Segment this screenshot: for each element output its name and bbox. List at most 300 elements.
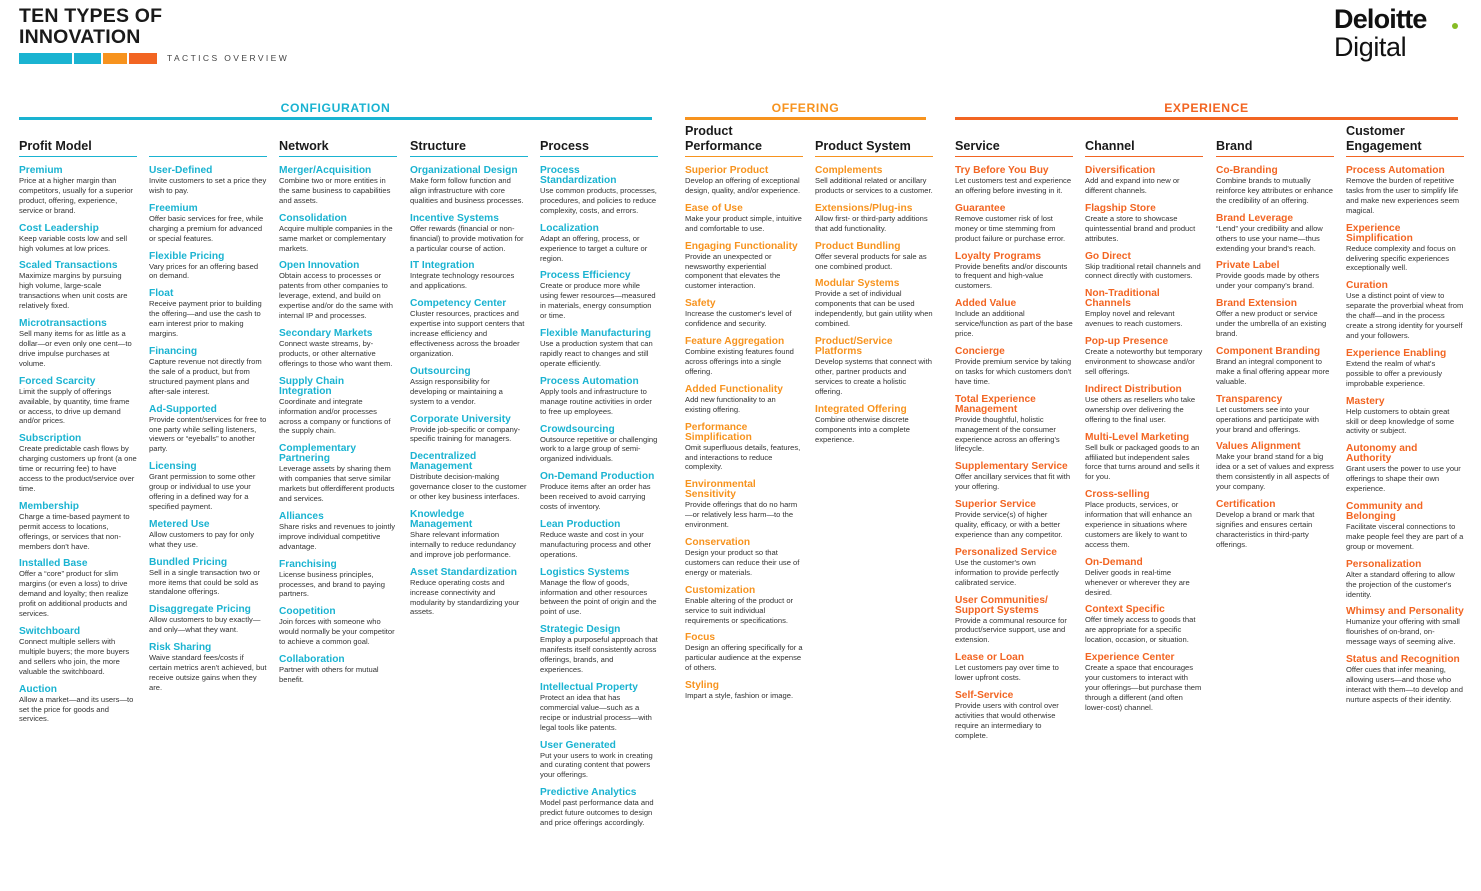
tactic-item xyxy=(279,560,397,600)
tactic-list xyxy=(1085,166,1203,713)
tactic-item xyxy=(149,405,267,455)
tactic-name: Ad-Supported xyxy=(149,403,217,415)
column-profit-model-continued xyxy=(149,124,267,701)
tactic-item xyxy=(540,425,658,465)
tactic-description: Create predictable cash flows by charging customers up front (a one time or recurring fee) to have access to the product/service over time. xyxy=(19,444,137,493)
tactic-name: Customization xyxy=(685,584,756,596)
tactic-name: Safety xyxy=(685,298,716,310)
tactic-description: Create a space that encourages your customers to interact with your offerings—but purchase them through a different (and often lower-cost) channel. xyxy=(1085,663,1202,712)
tactic-description: Provide a communal resource for product/service support, use and extension. xyxy=(955,615,1067,645)
tactic-description: Develop a brand or mark that signifies and ensures certain characteristics in third-party offerings. xyxy=(1216,510,1315,549)
tactic-description: Skip traditional retail channels and connect directly with customers. xyxy=(1085,261,1201,281)
tactic-name: Private Label xyxy=(1216,260,1280,272)
tactic-name: Merger/Acquisition xyxy=(279,165,372,176)
tactic-item xyxy=(685,385,803,415)
tactic-name: Added Value xyxy=(955,298,1017,310)
tactic-description: Combine existing features found across offerings into a single offering. xyxy=(685,347,794,376)
tactic-item xyxy=(1216,261,1334,291)
tactic-description: Offer a “core” product for slim margins (or even a loss) to drive demand and loyalty; then realize profit on additional products and services. xyxy=(19,569,129,619)
tactic-name: Flexible Pricing xyxy=(149,250,225,262)
tactic-item xyxy=(685,586,803,626)
tactic-item xyxy=(1216,347,1334,387)
tactic-item xyxy=(685,633,803,673)
tactic-description: Sell in a single transaction two or more items that could be sold as standalone offerings. xyxy=(149,567,261,597)
tactic-description: Develop systems that connect with other, partner products and services to create a holistic offering. xyxy=(815,357,932,396)
tactic-name: Process Automation xyxy=(1346,165,1445,176)
tactic-list xyxy=(149,166,267,693)
tactic-name: Secondary Markets xyxy=(279,327,373,339)
tactic-name: Brand Leverage xyxy=(1216,212,1294,224)
tactic-name: Logistics Systems xyxy=(540,566,630,578)
tactic-description: Connect waste streams, by-products, or other alternative offerings to those who want them. xyxy=(279,338,393,368)
tactic-item xyxy=(955,204,1073,244)
tactic-name: Conservation xyxy=(685,537,751,549)
tactic-item xyxy=(955,500,1073,540)
tactic-name: Integrated Offering xyxy=(815,403,907,415)
page-title: TEN TYPES OF INNOVATION xyxy=(19,5,163,48)
tactic-description: Add new functionality to an existing offering. xyxy=(685,394,776,414)
tactic-name: Bundled Pricing xyxy=(149,556,228,568)
tactic-name: Experience Simplification xyxy=(1346,222,1413,244)
tactic-name: Organizational Design xyxy=(410,165,518,176)
tactic-list xyxy=(410,166,528,617)
column-process xyxy=(540,124,658,836)
tactic-item xyxy=(540,788,658,828)
tactic-name: Experience Enabling xyxy=(1346,347,1447,359)
tactic-item xyxy=(19,502,137,552)
tactic-description: Humanize your offering with small flourishes of on-brand, on-message ways of seeming alive. xyxy=(1346,617,1460,647)
tactic-name: Status and Recognition xyxy=(1346,654,1460,666)
tactic-description: Adapt an offering, process, or experience to target a culture or region. xyxy=(540,233,648,263)
column-network xyxy=(279,124,397,693)
tactic-item xyxy=(540,224,658,264)
tactic-item xyxy=(955,462,1073,492)
tactic-name: Subscription xyxy=(19,433,82,445)
tactic-item xyxy=(19,261,137,311)
column-service xyxy=(955,124,1073,749)
column-header: Network xyxy=(279,124,397,157)
tactic-description: Use a distinct point of view to separate the proverbial wheat from the chaff—and in the process create a strong identity for yourself and your followers. xyxy=(1346,291,1464,340)
tactic-description: Acquire multiple companies in the same market or complementary markets. xyxy=(279,223,393,253)
tactic-name: Float xyxy=(149,288,174,300)
tactic-description: Make form follow function and align infrastructure with core qualities and business processes. xyxy=(410,176,524,205)
tactic-name: Metered Use xyxy=(149,518,210,530)
tactic-item xyxy=(410,452,528,502)
tactic-item xyxy=(279,166,397,206)
tactic-name: Franchising xyxy=(279,558,337,570)
tactic-name: Open Innovation xyxy=(279,260,360,272)
tactic-description: Sell bulk or packaged goods to an affiliated but independent sales force that turns around and sells it for you. xyxy=(1085,442,1200,482)
tactic-description: Extend the realm of what's possible to offer a previously improbable experience. xyxy=(1346,358,1443,388)
tactic-description: Let customers test and experience an offering before investing in it. xyxy=(955,176,1072,195)
tactic-name: Flexible Manufacturing xyxy=(540,328,651,340)
tactic-item xyxy=(1085,166,1203,196)
tactic-description: Make your brand stand for a big idea or a set of values and express them consistently in all aspects of your company. xyxy=(1216,452,1334,492)
tactic-name: User-Defined xyxy=(149,165,213,176)
logo-dot-icon xyxy=(1452,23,1458,29)
tactic-item xyxy=(19,377,137,427)
tactic-name: Auction xyxy=(19,683,57,695)
tactic-item xyxy=(410,510,528,560)
tactic-item xyxy=(540,166,658,216)
tactic-item xyxy=(1346,444,1464,494)
tactic-name: Cross-selling xyxy=(1085,489,1150,501)
tactic-description: Model past performance data and predict future outcomes to design and price offerings accordingly. xyxy=(540,798,654,828)
tactic-name: Community and Belonging xyxy=(1346,501,1423,523)
tactic-item xyxy=(1346,607,1464,647)
logo-sub: Digital xyxy=(1334,32,1407,62)
tactic-item xyxy=(279,214,397,254)
tactic-name: Switchboard xyxy=(19,626,81,637)
tactic-description: Obtain access to processes or patents from other companies to leverage, extend, and build on expertise and/or do the same with internal IP and processes. xyxy=(279,271,393,321)
tactic-name: Process Automation xyxy=(540,375,639,387)
tactic-name: Outsourcing xyxy=(410,365,471,377)
column-header: Brand xyxy=(1216,124,1334,157)
tactic-item xyxy=(279,607,397,647)
column-channel xyxy=(1085,124,1203,721)
tactic-item xyxy=(685,242,803,292)
tactic-description: Provide goods made by others under your company's brand. xyxy=(1216,271,1319,291)
tactic-item xyxy=(410,299,528,359)
tactic-item xyxy=(815,166,933,196)
tactic-list xyxy=(685,166,803,701)
tactic-list xyxy=(19,166,137,724)
tactic-item xyxy=(149,252,267,282)
tactic-item xyxy=(1346,397,1464,437)
category-line xyxy=(685,117,926,120)
tactic-name: Self-Service xyxy=(955,690,1014,702)
category-line xyxy=(955,117,1458,120)
tactic-description: Apply tools and infrastructure to manage routine activities in order to free up employees. xyxy=(540,386,652,416)
tactic-item xyxy=(279,512,397,552)
tactic-description: Omit superfluous details, features, and interactions to reduce complexity. xyxy=(685,442,801,472)
tactic-item xyxy=(1085,490,1203,550)
tactic-name: Risk Sharing xyxy=(149,642,212,654)
tactic-list xyxy=(955,166,1073,741)
tactic-item xyxy=(815,242,933,272)
tactic-description: Impart a style, fashion or image. xyxy=(685,691,794,701)
tactic-item xyxy=(955,166,1073,196)
tactic-name: Concierge xyxy=(955,345,1005,357)
tactic-item xyxy=(19,559,137,619)
tactic-description: Provide premium service by taking on tasks for which customers don't have time. xyxy=(955,356,1072,386)
tactic-item xyxy=(279,377,397,437)
tactic-description: Offer several products for sale as one combined product. xyxy=(815,251,927,271)
tactic-name: Diversification xyxy=(1085,165,1156,176)
tactic-description: Protect an idea that has commercial value—such as a recipe or industrial process—with legal tools like patents. xyxy=(540,692,652,732)
tactic-description: Maximize margins by pursuing high volume, large-scale transactions when unit costs are relatively fixed. xyxy=(19,271,128,311)
tactic-description: Outsource repetitive or challenging work to a large group of semi-organized individuals. xyxy=(540,434,658,464)
tactic-description: Provide users with control over activities that would otherwise require an intermediary to complete. xyxy=(955,701,1059,740)
tactic-item xyxy=(410,415,528,445)
tactic-description: Offer cues that infer meaning, allowing users—and those who interact with them—to develop and nurture aspects of their identity. xyxy=(1346,665,1463,704)
tactic-description: Create a store to showcase quintessential brand and product attributes. xyxy=(1085,213,1196,243)
tactic-name: Corporate University xyxy=(410,413,511,425)
tactic-item xyxy=(540,683,658,733)
tactic-item xyxy=(1346,560,1464,600)
tactic-item xyxy=(685,166,803,196)
tactic-name: User Generated xyxy=(540,739,616,751)
tactic-description: Join forces with someone who would normally be your competitor to achieve a common goal. xyxy=(279,617,395,647)
tactic-name: Indirect Distribution xyxy=(1085,383,1182,395)
tactic-name: Ease of Use xyxy=(685,202,743,214)
tactic-name: Premium xyxy=(19,165,63,176)
category-label: OFFERING xyxy=(771,101,840,115)
tactic-name: Experience Center xyxy=(1085,652,1175,664)
tactic-item xyxy=(815,279,933,329)
tactic-name: Intellectual Property xyxy=(540,681,638,693)
tactic-name: Cost Leadership xyxy=(19,222,99,234)
tactic-description: Share risks and revenues to jointly improve individual competitive advantage. xyxy=(279,521,396,551)
tactic-item xyxy=(685,423,803,473)
tactic-item xyxy=(1085,433,1203,483)
tactic-description: Combine two or more entities in the same business to capabilities and assets. xyxy=(279,176,391,205)
tactic-name: Installed Base xyxy=(19,558,88,570)
tactic-description: Facilitate visceral connections to make people feel they are part of a group or movement. xyxy=(1346,522,1464,551)
tactic-item xyxy=(540,329,658,369)
tactic-item xyxy=(19,434,137,494)
tactic-item xyxy=(279,329,397,369)
tactic-name: Transparency xyxy=(1216,393,1283,405)
tactic-description: Allow customers to pay for only what they use. xyxy=(149,529,255,549)
tactic-item xyxy=(955,548,1073,588)
tactic-name: Competency Center xyxy=(410,298,507,310)
tactic-name: Supply Chain Integration xyxy=(279,375,345,397)
tactic-item xyxy=(149,462,267,512)
tactic-item xyxy=(955,347,1073,387)
tactic-description: Receive payment prior to building the offering—and use the cash to earn interest prior to making margins. xyxy=(149,299,262,339)
tactic-item xyxy=(1346,349,1464,389)
tactic-name: Go Direct xyxy=(1085,250,1131,262)
tactic-item xyxy=(955,299,1073,339)
tactic-list xyxy=(279,166,397,685)
tactic-name: Brand Extension xyxy=(1216,298,1297,310)
tactic-name: Disaggregate Pricing xyxy=(149,604,251,616)
tactic-list xyxy=(815,166,933,444)
tactic-description: Reduce complexity and focus on delivering specific experiences exceptionally well. xyxy=(1346,243,1456,273)
tactic-name: Context Specific xyxy=(1085,604,1165,616)
tactic-description: Place products, services, or information that will enhance an experience in situations where customers are likely to want to access them. xyxy=(1085,500,1192,549)
tactic-item xyxy=(410,568,528,618)
tactic-item xyxy=(1216,166,1334,206)
column-header: Profit Model xyxy=(19,124,137,157)
tactic-name: Environmental Sensitivity xyxy=(685,479,756,501)
tactic-description: Combine brands to mutually reinforce key attributes or enhance the credibility of an offering. xyxy=(1216,176,1333,205)
tactic-item xyxy=(279,444,397,504)
tactic-description: Develop an offering of exceptional design, quality, and/or experience. xyxy=(685,176,801,195)
tactic-description: Deliver goods in real-time whenever or wherever they are desired. xyxy=(1085,567,1190,597)
tactic-item xyxy=(955,252,1073,292)
tactic-description: Use the customer's own information to provide perfectly calibrated service. xyxy=(955,557,1059,587)
tactic-description: Create or produce more while using fewer resources—measured in materials, energy consumption or time. xyxy=(540,281,656,321)
tactic-item xyxy=(540,271,658,321)
tactic-item xyxy=(540,741,658,781)
tactic-item xyxy=(410,166,528,206)
tactic-name: Certification xyxy=(1216,499,1276,511)
tactic-name: Complementary Partnering xyxy=(279,443,356,465)
tactic-name: Extensions/Plug-ins xyxy=(815,202,913,214)
tactic-item xyxy=(540,625,658,675)
tactic-name: Pop-up Presence xyxy=(1085,336,1169,348)
tactic-name: Guarantee xyxy=(955,202,1006,214)
tactic-description: Use others as resellers who take ownership over delivering the offering to the final user. xyxy=(1085,394,1196,424)
tactic-item xyxy=(1346,655,1464,705)
column-header: Structure xyxy=(410,124,528,157)
category-offering xyxy=(685,101,926,121)
tactic-item xyxy=(149,347,267,397)
tactic-item xyxy=(955,653,1073,683)
tactic-description: Provide job-specific or company-specific training for managers. xyxy=(410,424,521,444)
tactic-item xyxy=(149,558,267,598)
tactic-item xyxy=(1085,337,1203,377)
tactic-item xyxy=(955,596,1073,646)
tactic-name: Engaging Functionality xyxy=(685,240,798,252)
tactic-item xyxy=(1085,558,1203,598)
tactic-name: Licensing xyxy=(149,461,197,473)
category-label: CONFIGURATION xyxy=(280,101,391,115)
tactic-name: Forced Scarcity xyxy=(19,375,96,387)
tactic-name: Supplementary Service xyxy=(955,461,1068,473)
tactic-description: Allow a market—and its users—to set the price for goods and services. xyxy=(19,694,134,724)
tactic-description: Enable altering of the product or service to suit individual requirements or specifications. xyxy=(685,595,794,625)
tactic-name: Membership xyxy=(19,500,80,512)
tactic-item xyxy=(540,377,658,417)
tactic-name: Superior Product xyxy=(685,165,769,176)
tactic-name: Coopetition xyxy=(279,606,336,618)
tactic-description: Include an additional service/function as part of the base price. xyxy=(955,309,1073,339)
tactic-name: Personalized Service xyxy=(955,546,1057,558)
tactic-item xyxy=(410,367,528,407)
tactic-name: Whimsy and Personality xyxy=(1346,606,1464,618)
tactic-description: Brand an integral component to make a final offering appear more valuable. xyxy=(1216,356,1330,386)
tactic-item xyxy=(540,568,658,618)
tactic-name: Scaled Transactions xyxy=(19,260,118,272)
column-customer-engagement xyxy=(1346,124,1464,713)
tactic-item xyxy=(1216,442,1334,492)
tactic-description: Provide offerings that do no harm—or relatively less harm—to the environment. xyxy=(685,500,798,530)
tactic-item xyxy=(149,643,267,693)
tactic-name: Performance Simplification xyxy=(685,421,752,443)
tactic-description: Alter a standard offering to allow the projection of the customer's identity. xyxy=(1346,569,1455,599)
tactic-name: Knowledge Management xyxy=(410,509,473,531)
tactic-description: Help customers to obtain great skill or deep knowledge of some activity or subject. xyxy=(1346,406,1455,436)
tactic-item xyxy=(19,319,137,369)
tactic-name: Process Efficiency xyxy=(540,270,631,282)
tactic-item xyxy=(685,480,803,530)
tactic-description: Employ novel and relevant avenues to reach customers. xyxy=(1085,309,1183,329)
tactic-name: Modular Systems xyxy=(815,278,900,290)
tactic-item xyxy=(149,520,267,550)
tactic-description: Keep variable costs low and sell high volumes at low prices. xyxy=(19,233,128,253)
tactic-item xyxy=(685,538,803,578)
tactic-description: Let customers see into your operations and participate with your brand and offerings. xyxy=(1216,404,1320,434)
category-line xyxy=(19,117,652,120)
tactic-description: Provide an unexpected or newsworthy experiential component that elevates the customer interaction. xyxy=(685,251,781,291)
tactic-description: Manage the flow of goods, information and other resources between the point of origin and the point of use. xyxy=(540,577,657,617)
category-configuration xyxy=(19,101,652,121)
tactic-name: Localization xyxy=(540,222,599,234)
tactic-description: Provide thoughtful, holistic management of the consumer experience across an offering's lifecycle. xyxy=(955,414,1060,454)
tactic-item xyxy=(685,681,803,701)
tactic-name: Process Standardization xyxy=(540,165,617,186)
tactic-item xyxy=(685,337,803,377)
tactic-description: Let customers pay over time to lower upfront costs. xyxy=(955,663,1059,683)
color-bar-segment xyxy=(74,53,101,64)
tactic-list xyxy=(540,166,658,828)
tactic-description: Employ a purposeful approach that manifests itself consistently across offerings, brands, and experiences. xyxy=(540,635,658,674)
tactic-name: Loyalty Programs xyxy=(955,250,1042,262)
tactic-name: Lease or Loan xyxy=(955,652,1025,664)
tactic-name: Personalization xyxy=(1346,558,1422,570)
tactic-description: Capture revenue not directly from the sale of a product, but from structured payment plans and after-sale interest. xyxy=(149,356,262,396)
color-bar-segment xyxy=(19,53,72,64)
tactic-name: User Communities/ Support Systems xyxy=(955,594,1048,616)
tactic-name: Lean Production xyxy=(540,518,621,530)
tactic-name: IT Integration xyxy=(410,260,475,272)
tactic-description: Share relevant information internally to reduce redundancy and improve job performance. xyxy=(410,530,516,559)
tactic-name: On-Demand Production xyxy=(540,471,655,483)
tactic-description: Waive standard fees/costs if certain metrics aren't achieved, but receive outsize gains when they are. xyxy=(149,653,267,692)
tactic-item xyxy=(1346,502,1464,552)
tactic-name: Curation xyxy=(1346,280,1388,292)
tactic-item xyxy=(1216,214,1334,254)
tactic-description: Charge a time-based payment to permit access to locations, offerings, or services that non-members don't have. xyxy=(19,511,130,551)
tactic-name: Product/Service Platforms xyxy=(815,336,893,358)
tactic-item xyxy=(1216,395,1334,435)
tactic-description: Reduce waste and cost in your manufacturing process and other operations. xyxy=(540,529,652,559)
tactic-description: Grant users the power to use your offerings to shape their own experience. xyxy=(1346,464,1461,494)
column-header xyxy=(149,124,267,157)
tactic-description: Allow first- or third-party additions that add functionality. xyxy=(815,213,928,233)
tactic-name: Flagship Store xyxy=(1085,202,1156,214)
tactic-name: Consolidation xyxy=(279,212,347,224)
tactic-description: Design your product so that customers can reduce their use of energy or materials. xyxy=(685,548,800,577)
tactic-description: Add and expand into new or different channels. xyxy=(1085,176,1180,195)
tactic-description: Assign responsibility for developing or maintaining a system to a vendor. xyxy=(410,376,503,406)
tactic-name: Collaboration xyxy=(279,654,345,666)
tactic-item xyxy=(19,166,137,216)
tactic-description: Integrate technology resources and applications. xyxy=(410,271,515,291)
tactic-description: Partner with others for mutual benefit. xyxy=(279,665,379,684)
tactic-name: Values Alignment xyxy=(1216,441,1301,453)
tactic-list xyxy=(1346,166,1464,705)
tactic-name: Microtransactions xyxy=(19,318,107,330)
tactic-description: “Lend” your credibility and allow others to use your name—thus extending your brand's reach. xyxy=(1216,223,1323,253)
tactic-item xyxy=(149,605,267,635)
tactic-name: Mastery xyxy=(1346,395,1385,407)
tactic-description: Grant permission to some other group or individual to use your offering in a defined way for a specified payment. xyxy=(149,472,256,511)
column-header: Customer Engagement xyxy=(1346,124,1464,157)
tactic-description: Limit the supply of offerings available, by quantity, time frame or access, to drive up demand and/or prices. xyxy=(19,386,130,426)
column-header: Process xyxy=(540,124,658,157)
tactic-name: Multi-Level Marketing xyxy=(1085,431,1190,443)
tactic-description: Offer a new product or service under the umbrella of an existing brand. xyxy=(1216,309,1327,339)
tactic-description: Offer timely access to goods that are appropriate for a specific location, occasion, or situation. xyxy=(1085,615,1196,645)
tactic-description: Combine otherwise discrete components into a complete experience. xyxy=(815,414,910,444)
column-structure xyxy=(410,124,528,625)
column-header: Product System xyxy=(815,124,933,157)
tactic-item xyxy=(955,395,1073,455)
tactic-item xyxy=(1085,289,1203,329)
tactic-description: Reduce operating costs and increase connectivity and modularity by standardizing your assets. xyxy=(410,577,520,617)
tactic-item xyxy=(1085,204,1203,244)
tactic-name: Crowdsourcing xyxy=(540,423,615,435)
tactic-item xyxy=(410,261,528,291)
tactic-description: Design an offering specifically for a particular audience at the expense of others. xyxy=(685,643,803,673)
tactic-description: Invite customers to set a price they wish to pay. xyxy=(149,176,267,195)
tactic-item xyxy=(279,655,397,685)
tactic-item xyxy=(540,520,658,560)
